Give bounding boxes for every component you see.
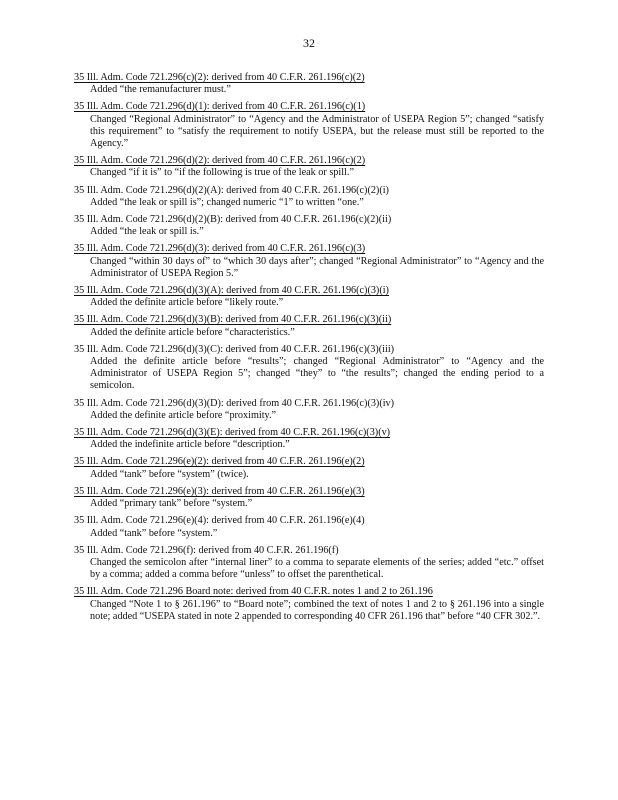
citation: 35 Ill. Adm. Code 721.296(e)(2): derived from 40 C.F.R. 261.196(e)(2) (74, 456, 365, 468)
citation: 35 Ill. Adm. Code 721.296 Board note: derived from 40 C.F.R. notes 1 and 2 to 261.196 (74, 586, 433, 598)
list-item (74, 586, 544, 623)
list-item (74, 515, 544, 539)
list-item (74, 185, 544, 209)
citation: 35 Ill. Adm. Code 721.296(d)(3)(D): derived from 40 C.F.R. 261.196(c)(3)(iv) (74, 397, 395, 409)
citation: 35 Ill. Adm. Code 721.296(d)(2)(B): derived from 40 C.F.R. 261.196(c)(2)(ii) (74, 214, 392, 226)
entries-list (74, 72, 544, 628)
citation: 35 Ill. Adm. Code 721.296(f): derived from 40 C.F.R. 261.196(f) (74, 544, 339, 556)
list-item (74, 456, 544, 480)
list-item (74, 486, 544, 510)
amendment-note: Changed “if it is” to “if the following is true of the leak or spill.” (90, 167, 354, 179)
amendment-note: Added “primary tank” before “system.” (90, 498, 253, 510)
list-item (74, 214, 544, 238)
amendment-note: Added the definite article before “results”; changed “Regional Administrator” to “Agency and the Administrator of USEPA Region 5”; changed “they” to “the results”; changed the ending period to a semicolon. (90, 356, 544, 392)
amendment-note: Added the definite article before “characteristics.” (90, 326, 295, 338)
list-item (74, 344, 544, 393)
citation: 35 Ill. Adm. Code 721.296(e)(4): derived from 40 C.F.R. 261.196(e)(4) (74, 515, 365, 527)
amendment-note: Added “the leak or spill is”; changed numeric “1” to written “one.” (90, 196, 364, 208)
amendment-note: Changed “within 30 days of” to “which 30 days after”; changed “Regional Administrator” to “Agency and the Administrator of USEPA Region 5.” (90, 255, 544, 279)
amendment-note: Changed the semicolon after “internal liner” to a comma to separate elements of the series; added “etc.” offset by a comma; added a comma before “unless” to offset the parenthetical. (90, 556, 544, 581)
amendment-note: Added “tank” before “system” (twice). (90, 468, 249, 480)
page-number: 32 (303, 36, 315, 50)
citation: 35 Ill. Adm. Code 721.296(e)(3): derived from 40 C.F.R. 261.196(e)(3) (74, 485, 365, 497)
amendment-note: Added the indefinite article before “description.” (90, 439, 290, 451)
list-item (74, 155, 544, 179)
amendment-note: Changed “Note 1 to § 261.196” to “Board note”; combined the text of notes 1 and 2 to § 261.196 into a single note; added “USEPA stated in note 2 appended to corresponding 40 CFR 261.196 that” before “40 CFR 302.”. (90, 598, 544, 622)
list-item (74, 545, 544, 582)
amendment-note: Added “tank” before “system.” (90, 527, 218, 539)
amendment-note: Added the definite article before “likely route.” (90, 297, 284, 309)
citation: 35 Ill. Adm. Code 721.296(d)(3)(C): derived from 40 C.F.R. 261.196(c)(3)(iii) (74, 343, 395, 355)
citation: 35 Ill. Adm. Code 721.296(d)(3)(B): derived from 40 C.F.R. 261.196(c)(3)(ii) (74, 314, 392, 326)
list-item (74, 314, 544, 338)
citation: 35 Ill. Adm. Code 721.296(c)(2): derived from 40 C.F.R. 261.196(c)(2) (74, 72, 365, 83)
list-item (74, 427, 544, 451)
amendment-note: Changed “Regional Administrator” to “Agency and the Administrator of USEPA Region 5”; changed “satisfy this requirement” to “satisfy the requirement to notify USEPA, but the release must still be reported to the Agency.” (90, 113, 544, 150)
list-item (74, 398, 544, 422)
citation: 35 Ill. Adm. Code 721.296(d)(3)(A): derived from 40 C.F.R. 261.196(c)(3)(i) (74, 285, 389, 297)
amendment-note: Added the definite article before “proximity.” (90, 409, 277, 421)
citation: 35 Ill. Adm. Code 721.296(d)(2)(A): derived from 40 C.F.R. 261.196(c)(2)(i) (74, 184, 389, 196)
list-item (74, 285, 544, 309)
citation: 35 Ill. Adm. Code 721.296(d)(3)(E): derived from 40 C.F.R. 261.196(c)(3)(v) (74, 427, 391, 439)
citation: 35 Ill. Adm. Code 721.296(d)(2): derived from 40 C.F.R. 261.196(c)(2) (74, 155, 366, 167)
amendment-note: Added “the remanufacturer must.” (90, 84, 231, 96)
citation: 35 Ill. Adm. Code 721.296(d)(3): derived from 40 C.F.R. 261.196(c)(3) (74, 243, 366, 255)
list-item (74, 243, 544, 280)
amendment-note: Added “the leak or spill is.” (90, 226, 204, 238)
citation: 35 Ill. Adm. Code 721.296(d)(1): derived from 40 C.F.R. 261.196(c)(1) (74, 101, 366, 113)
list-item (74, 101, 544, 150)
list-item (74, 72, 544, 96)
